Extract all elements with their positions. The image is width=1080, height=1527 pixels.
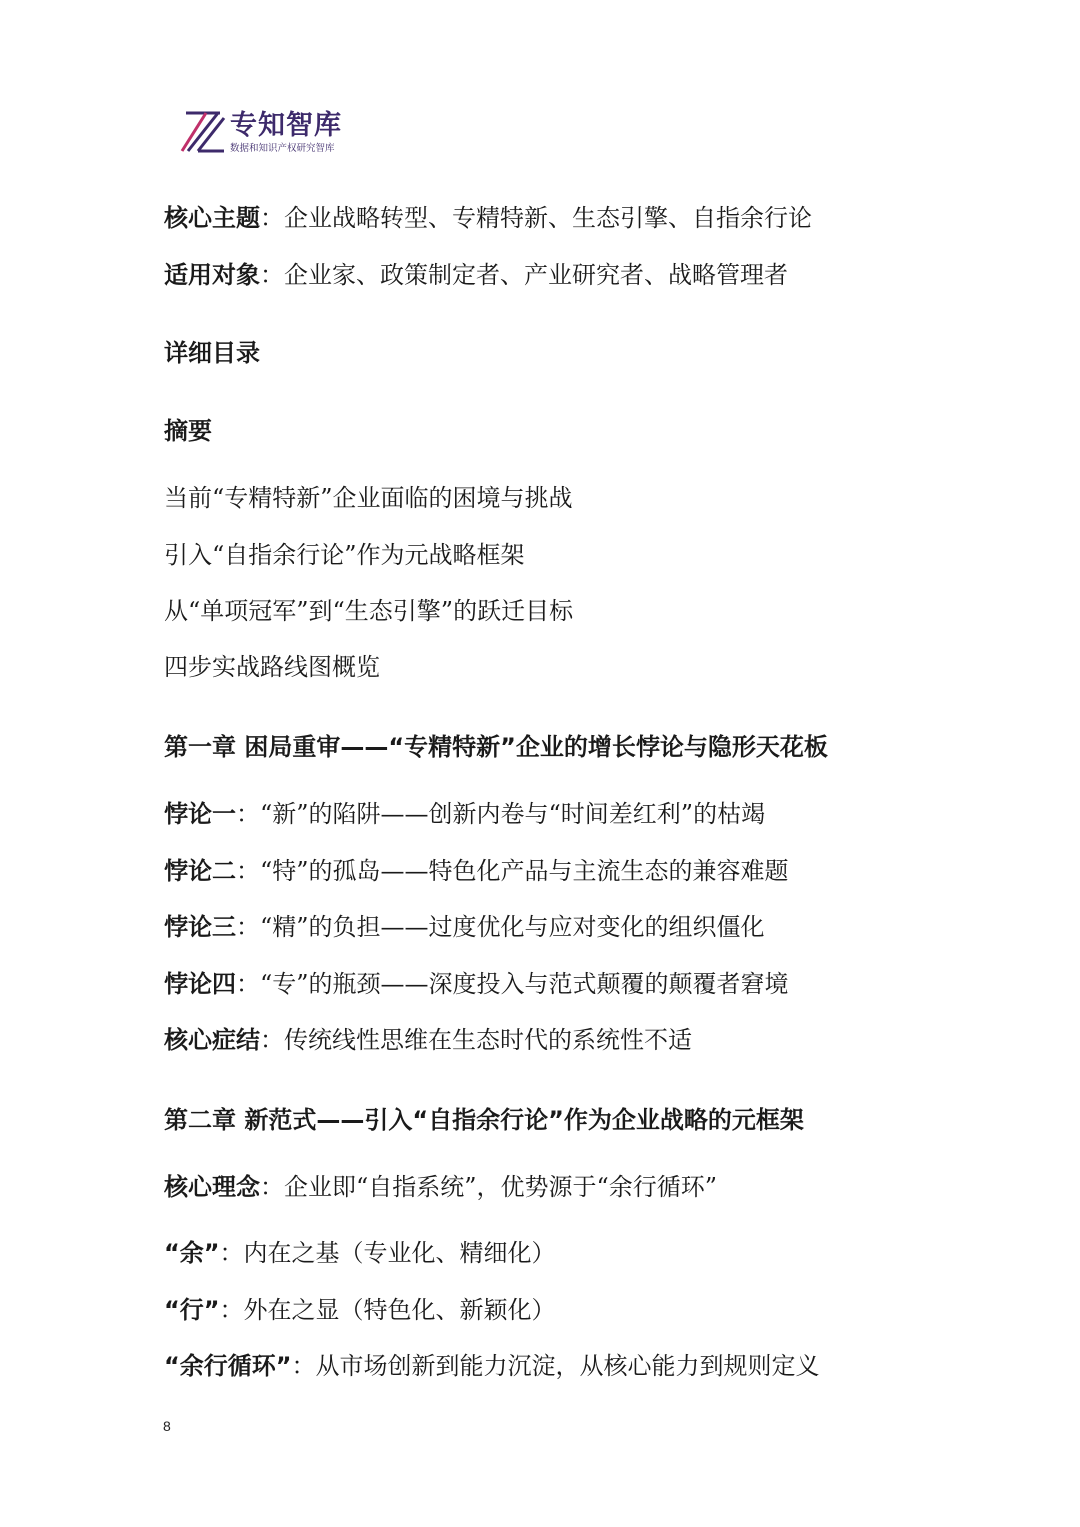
page-number: 8 [163, 1418, 171, 1434]
chapter2-item: “行”：外在之显（特色化、新颖化） [164, 1296, 556, 1324]
chapter1-item: 核心症结：传统线性思维在生态时代的系统性不适 [164, 1026, 692, 1054]
audience-label: 适用对象 [164, 261, 260, 289]
chapter1-title: 第一章 困局重审——“专精特新”企业的增长悖论与隐形天花板 [164, 733, 828, 761]
core-theme-line [164, 202, 812, 234]
item-label: 悖论四 [164, 970, 236, 998]
item-text: 传统线性思维在生态时代的系统性不适 [284, 1026, 692, 1054]
abstract-item: 四步实战路线图概览 [164, 653, 380, 681]
item-text: “特”的孤岛——特色化产品与主流生态的兼容难题 [260, 857, 789, 885]
logo-name: 专知智库 [230, 110, 342, 141]
item-label: 悖论三 [164, 913, 236, 941]
z-logo-icon [180, 110, 226, 154]
item-label: 悖论二 [164, 857, 236, 885]
item-label: 核心理念 [164, 1173, 260, 1201]
item-label: “行” [164, 1296, 220, 1324]
abstract-item: 从“单项冠军”到“生态引擎”的跃迁目标 [164, 597, 574, 625]
audience-value: 企业家、政策制定者、产业研究者、战略管理者 [284, 261, 788, 289]
item-text: “专”的瓶颈——深度投入与范式颠覆的颠覆者窘境 [260, 970, 789, 998]
abstract-item: 引入“自指余行论”作为元战略框架 [164, 541, 525, 569]
core-theme-value: 企业战略转型、专精特新、生态引擎、自指余行论 [284, 204, 812, 232]
item-text: 内在之基（专业化、精细化） [243, 1239, 556, 1267]
item-text: “新”的陷阱——创新内卷与“时间差红利”的枯竭 [260, 800, 766, 828]
abstract-item: 当前“专精特新”企业面临的困境与挑战 [164, 484, 573, 512]
item-text: 企业即“自指系统”，优势源于“余行循环” [284, 1173, 718, 1201]
chapter2-item: “余行循环”：从市场创新到能力沉淀，从核心能力到规则定义 [164, 1352, 820, 1380]
core-theme-label: 核心主题 [164, 204, 260, 232]
chapter2-item: 核心理念：企业即“自指系统”，优势源于“余行循环” [164, 1173, 718, 1201]
chapter2-item: “余”：内在之基（专业化、精细化） [164, 1239, 556, 1267]
item-label: “余” [164, 1239, 220, 1267]
chapter1-item: 悖论三：“精”的负担——过度优化与应对变化的组织僵化 [164, 913, 765, 941]
item-text: “精”的负担——过度优化与应对变化的组织僵化 [260, 913, 765, 941]
item-label: 悖论一 [164, 800, 236, 828]
brand-logo [180, 110, 380, 156]
chapter2-title: 第二章 新范式——引入“自指余行论”作为企业战略的元框架 [164, 1106, 804, 1134]
toc-title: 详细目录 [164, 339, 260, 367]
chapter1-item: 悖论二：“特”的孤岛——特色化产品与主流生态的兼容难题 [164, 857, 789, 885]
chapter1-item: 悖论一：“新”的陷阱——创新内卷与“时间差红利”的枯竭 [164, 800, 766, 828]
item-label: “余行循环” [164, 1352, 292, 1380]
item-text: 外在之显（特色化、新颖化） [243, 1296, 556, 1324]
item-text: 从市场创新到能力沉淀，从核心能力到规则定义 [315, 1352, 820, 1380]
colon: ： [260, 261, 284, 289]
chapter1-item: 悖论四：“专”的瓶颈——深度投入与范式颠覆的颠覆者窘境 [164, 970, 789, 998]
item-label: 核心症结 [164, 1026, 260, 1054]
abstract-title: 摘要 [164, 417, 212, 445]
logo-tagline: 数据和知识产权研究智库 [230, 143, 335, 154]
colon: ： [260, 204, 284, 232]
audience-line [164, 259, 788, 291]
